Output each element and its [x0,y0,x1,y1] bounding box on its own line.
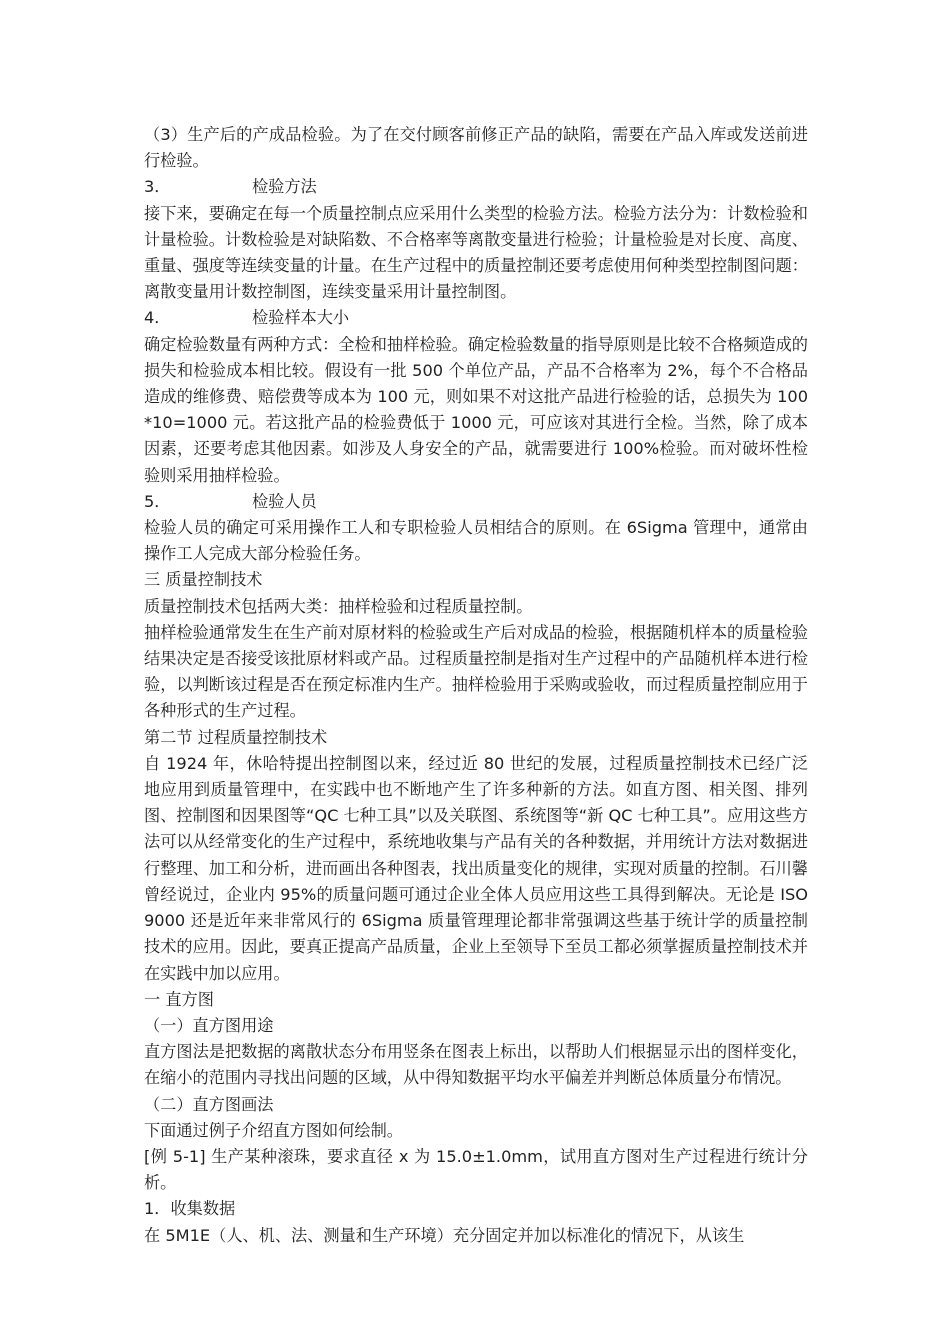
chapter-section-heading: 第二节 过程质量控制技术 [144,727,328,747]
subheading-histogram-use: （一）直方图用途 [144,1015,274,1035]
paragraph-intro-example: 下面通过例子介绍直方图如何绘制。 [144,1120,403,1140]
paragraph-histogram-use: 直方图法是把数据的离散状态分布用竖条在图表上标出，以帮助人们根据显示出的图样变化，在缩小的范围内寻找出问题的区域，从中得知数据平均水平偏差并判断总体质量分布情况。 [144,1042,808,1088]
subheading-histogram-drawing: （二）直方图画法 [144,1094,274,1114]
paragraph-inspection-method: 接下来，要确定在每一个质量控制点应采用什么类型的检验方法。检验方法分为：计数检验和计量检验。计数检验是对缺陷数、不合格率等离散变量进行检验；计量检验是对长度、高度、重量、强度等连续变量的计量。在生产过程中的质量控制还要考虑使用何种类型控制图问题：离散变量用计数控制图，连续变量采用计量控制图。 [144,203,808,302]
section-heading-histogram: 一 直方图 [144,989,214,1009]
heading-number: 3． [144,177,171,197]
paragraph-sample-size: 确定检验数量有两种方式：全检和抽样检验。确定检验数量的指导原则是比较不合格频造成的损失和检验成本相比较。假设有一批 500 个单位产品，产品不合格率为 2%，每个不合格品造成的维修费、赔偿费等成本为 100 元，则如果不对这批产品进行检验的话，总损失为 100*10=1000 元。若这批产品的检验费低于 1000 元，可应该对其进行全检。当然，除了成本因素，还要考虑其他因素。如涉及人身安全的产品，就需要进行 100%检验。而对破坏性检验则采用抽样检验。 [144,334,808,485]
heading-sample-size [144,305,808,331]
section-heading-quality-control-techniques: 三 质量控制技术 [144,570,263,590]
heading-number: 5． [144,491,171,511]
paragraph-example-5-1: [例 5-1] 生产某种滚珠，要求直径 x 为 15.0±1.0mm，试用直方图对生产过程进行统计分析。 [144,1146,808,1193]
paragraph-5m1e: 在 5M1E（人、机、法、测量和生产环境）充分固定并加以标准化的情况下，从该生 [144,1225,745,1245]
paragraph-qc-categories: 质量控制技术包括两大类：抽样检验和过程质量控制。 [144,596,533,616]
paragraph-history: 自 1924 年，休哈特提出控制图以来，经过近 80 世纪的发展，过程质量控制技术已经广泛地应用到质量管理中，在实践中也不断地产生了许多种新的方法。如直方图、相关图、排列图、控制图和因果图等“QC 七种工具”以及关联图、系统图等“新 QC 七种工具”。应用这些方法可以从经常变化的生产过程中，系统地收集与产品有关的各种数据，并用统计方法对数据进行整理、加工和分析，进而画出各种图表，找出质量变化的规律，实现对质量的控制。石川馨曾经说过，企业内 95%的质量问题可通过企业全体人员应用这些工具得到解决。无论是 ISO9000 还是近年来非常风行的 6Sigma 质量管理理论都非常强调这些基于统计学的质量控制技术的应用。因此，要真正提高产品质量，企业上至领导下至员工都必须掌握质量控制技术并在实践中加以应用。 [144,753,808,983]
paragraph-sampling-vs-process: 抽样检验通常发生在生产前对原材料的检验或生产后对成品的检验，根据随机样本的质量检验结果决定是否接受该批原材料或产品。过程质量控制是指对生产过程中的产品随机样本进行检验，以判断该过程是否在预定标准内生产。抽样检验用于采购或验收，而过程质量控制应用于各种形式的生产过程。 [144,622,808,721]
heading-number: 4． [144,308,171,328]
heading-inspectors [144,489,808,515]
step-heading-collect-data: 1．收集数据 [144,1199,236,1219]
heading-text: 检验样本大小 [252,308,350,328]
document-page [144,122,808,1249]
heading-text: 检验人员 [252,491,317,511]
paragraph-inspectors: 检验人员的确定可采用操作工人和专职检验人员相结合的原则。在 6Sigma 管理中，通常由操作工人完成大部分检验任务。 [144,518,808,564]
heading-inspection-method [144,174,808,200]
heading-text: 检验方法 [252,177,317,197]
paragraph-finished-goods-inspection: （3）生产后的产成品检验。为了在交付顾客前修正产品的缺陷，需要在产品入库或发送前进行检验。 [144,125,808,171]
